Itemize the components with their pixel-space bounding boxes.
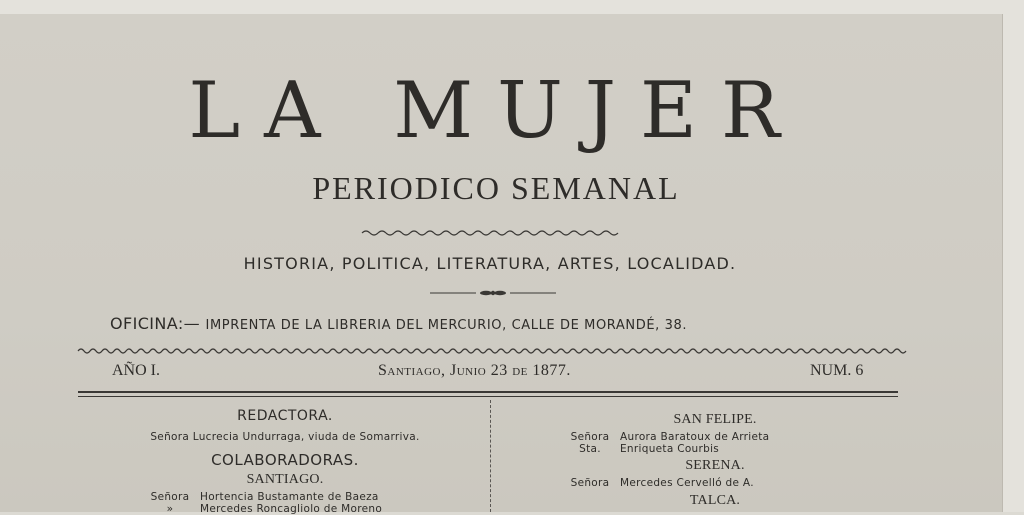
editor-line: Señora Lucrecia Undurraga, viuda de Somarriva. <box>150 431 420 443</box>
contributor-name: Hortencia Bustamante de Baeza <box>200 491 379 503</box>
double-rule-bottom <box>78 396 898 397</box>
contributor-entry <box>560 477 930 489</box>
contributor-title: » <box>166 503 174 515</box>
contributor-name: Aurora Baratoux de Arrieta <box>620 431 770 443</box>
contributor-name: Enriqueta Courbis <box>620 443 720 455</box>
contributor-name: Mercedes Roncagliolo de Moreno <box>200 503 383 515</box>
editor-heading: REDACTORA. <box>237 408 333 424</box>
office-text: IMPRENTA DE LA LIBRERIA DEL MERCURIO, CALLE DE MORANDÉ, 38. <box>205 318 688 333</box>
right-column <box>500 412 930 509</box>
column-divider <box>490 400 492 512</box>
city-heading: SANTIAGO. <box>246 472 324 487</box>
contributor-entry <box>560 443 930 455</box>
contributor-entry <box>140 503 490 515</box>
section-heading-talca: TALCA. <box>689 493 741 508</box>
issue-year: AÑO I. <box>112 362 160 379</box>
topics-line: HISTORIA, POLITICA, LITERATURA, ARTES, LOCALIDAD. <box>243 254 737 273</box>
contributor-title: Señora <box>570 477 610 489</box>
contributor-entry <box>140 491 490 503</box>
issue-number: NUM. 6 <box>810 362 864 379</box>
office-label: OFICINA:— <box>110 314 201 333</box>
section-heading-serena: SERENA. <box>685 458 745 473</box>
contributor-title: Sta. <box>579 443 601 455</box>
contributors-heading: COLABORADORAS. <box>211 451 359 469</box>
section-heading-san-felipe: SAN FELIPE. <box>673 412 757 427</box>
masthead-subtitle: PERIODICO SEMANAL <box>312 170 680 206</box>
issue-date: Santiago, Junio 23 de 1877. <box>378 362 571 379</box>
wavy-rule <box>78 346 906 356</box>
divider-ornament <box>430 288 556 298</box>
masthead-title: LA MUJER <box>188 66 804 156</box>
double-rule-top <box>78 391 898 393</box>
contributor-entry <box>560 431 930 443</box>
contributor-title: Señora <box>570 431 610 443</box>
office-address <box>110 314 687 333</box>
contributor-name: Mercedes Cervelló de A. <box>620 477 754 489</box>
wavy-ornament-top <box>362 228 618 238</box>
left-column <box>80 408 490 515</box>
contributor-title: Señora <box>150 491 190 503</box>
